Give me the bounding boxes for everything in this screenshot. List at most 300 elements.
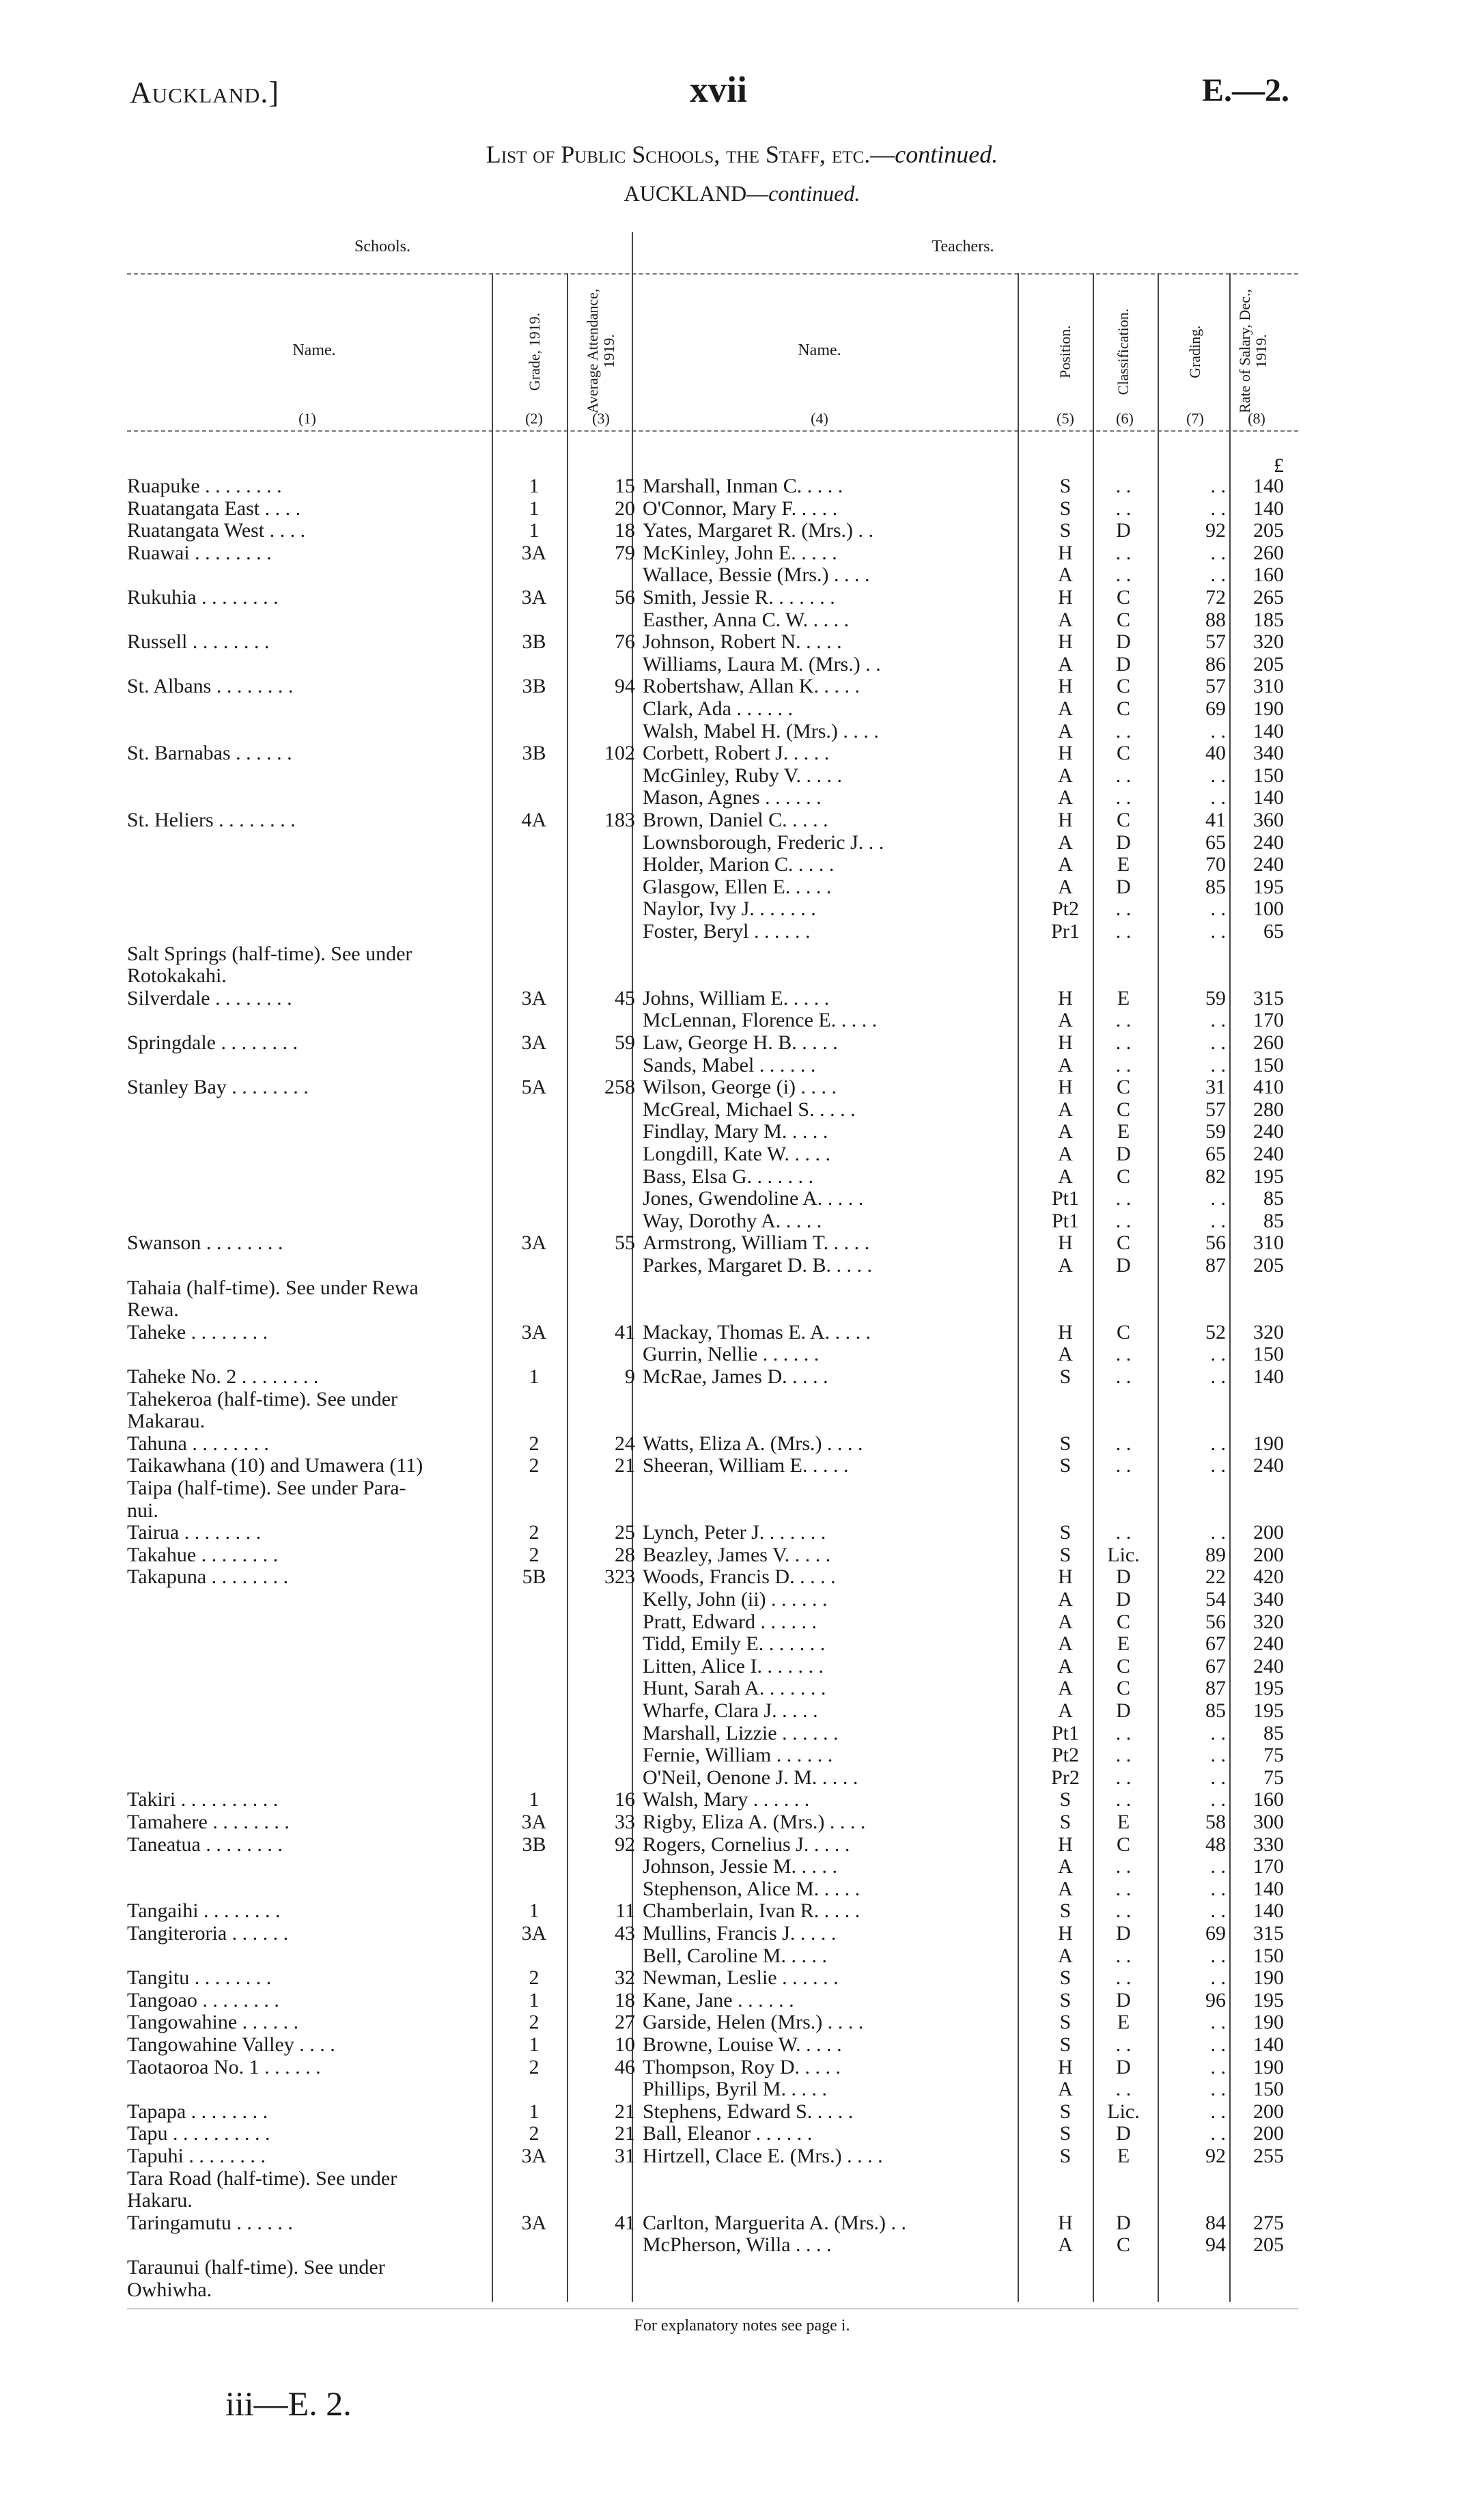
position-cell: S — [1059, 2122, 1072, 2145]
col-position: Position. — [1056, 325, 1074, 378]
grading-cell: 85 — [1205, 875, 1226, 898]
salary-cell: 205 — [1253, 652, 1284, 676]
school-name: nui. — [127, 1499, 158, 1522]
position-cell: Pt2 — [1051, 897, 1080, 921]
school-name: Tapu . . . . . . . . . . — [127, 2122, 270, 2145]
grading-cell: . . — [1210, 497, 1226, 520]
table-row — [0, 720, 1484, 742]
grade-cell: 3A — [521, 1922, 547, 1945]
school-name: Tangowahine Valley . . . . — [127, 2033, 335, 2056]
classification-cell: . . — [1115, 1009, 1132, 1032]
table-row — [0, 2212, 1484, 2234]
position-cell: S — [1059, 2033, 1072, 2056]
position-cell: A — [1058, 608, 1073, 631]
school-name: Tapuhi . . . . . . . . — [127, 2145, 266, 2167]
grading-cell: . . — [1210, 1966, 1226, 1990]
position-cell: A — [1058, 2078, 1073, 2101]
table-row — [0, 586, 1484, 609]
grading-cell: 86 — [1205, 652, 1226, 676]
attendance-cell: 27 — [615, 2011, 635, 2034]
attendance-cell: 31 — [615, 2145, 635, 2167]
table-row — [0, 964, 1484, 987]
teacher-name: Way, Dorothy A. . . . . — [643, 1209, 822, 1232]
classification-cell: E — [1117, 2011, 1130, 2034]
col-number-3: (3) — [592, 410, 610, 427]
position-cell: A — [1058, 563, 1073, 587]
table-row — [0, 764, 1484, 787]
attendance-cell: 25 — [615, 1521, 635, 1544]
table-row — [0, 1966, 1484, 1989]
col-teacher-name: Name. — [798, 342, 841, 359]
table-row — [0, 1098, 1484, 1121]
classification-cell: . . — [1115, 719, 1132, 742]
classification-cell: D — [1116, 1254, 1131, 1277]
table-row — [0, 1632, 1484, 1655]
attendance-cell: 18 — [615, 1988, 635, 2011]
position-cell: S — [1059, 1788, 1072, 1811]
salary-cell: 195 — [1253, 875, 1284, 898]
teacher-name: Marshall, Lizzie . . . . . . — [643, 1721, 839, 1744]
grading-cell: 65 — [1205, 1143, 1226, 1165]
table-row — [0, 2056, 1484, 2078]
attendance-cell: 323 — [604, 1565, 635, 1589]
salary-cell: 310 — [1253, 1231, 1284, 1255]
teacher-name: McLennan, Florence E. . . . . — [643, 1009, 878, 1032]
classification-cell: . . — [1115, 1343, 1132, 1366]
teacher-name: Clark, Ada . . . . . . — [643, 697, 793, 720]
grade-cell: 2 — [529, 2122, 540, 2145]
classification-cell: C — [1116, 1677, 1130, 1700]
attendance-cell: 94 — [615, 675, 635, 698]
attendance-cell: 46 — [615, 2055, 635, 2078]
school-name: Ruawai . . . . . . . . — [127, 541, 272, 564]
classification-cell: E — [1117, 1632, 1130, 1656]
grading-cell: 31 — [1205, 1076, 1226, 1099]
school-name: Rotokakahi. — [127, 964, 227, 988]
grading-cell: . . — [1210, 764, 1226, 787]
table-row — [0, 1544, 1484, 1566]
table-row — [0, 1410, 1484, 1432]
school-name: Ruatangata East . . . . — [127, 497, 301, 520]
position-cell: S — [1059, 519, 1072, 542]
table-row — [0, 1899, 1484, 1922]
grading-cell: 67 — [1205, 1654, 1226, 1677]
classification-cell: . . — [1115, 1721, 1132, 1744]
salary-cell: 205 — [1253, 1254, 1284, 1277]
classification-cell: C — [1116, 1833, 1130, 1856]
position-cell: A — [1058, 1143, 1073, 1165]
salary-cell: 140 — [1253, 497, 1284, 520]
teacher-name: Naylor, Ivy J. . . . . . . — [643, 897, 816, 921]
salary-cell: 265 — [1253, 586, 1284, 609]
grade-cell: 3A — [521, 1320, 547, 1343]
position-cell: A — [1058, 719, 1073, 742]
grading-cell: . . — [1210, 2122, 1226, 2145]
school-name: St. Heliers . . . . . . . . — [127, 809, 296, 831]
teacher-name: Stephens, Edward S. . . . . — [643, 2100, 854, 2123]
grade-cell: 5A — [521, 1076, 547, 1099]
teacher-name: Mackay, Thomas E. A. . . . . — [643, 1320, 871, 1343]
teacher-name: Phillips, Byril M. . . . . — [643, 2078, 828, 2101]
teacher-name: Rogers, Cornelius J. . . . . — [643, 1833, 850, 1856]
salary-cell: 410 — [1253, 1076, 1284, 1099]
grading-cell: . . — [1210, 786, 1226, 809]
position-cell: S — [1059, 1454, 1072, 1477]
teacher-name: Glasgow, Ellen E. . . . . — [643, 875, 832, 898]
table-row — [0, 1945, 1484, 1967]
position-cell: H — [1058, 742, 1073, 765]
position-cell: A — [1058, 2233, 1073, 2257]
teacher-name: Litten, Alice I. . . . . . . — [643, 1654, 824, 1677]
position-cell: S — [1059, 1365, 1072, 1388]
currency-symbol: £ — [1274, 454, 1284, 477]
position-cell: S — [1059, 1811, 1072, 1833]
salary-cell: 360 — [1253, 809, 1284, 831]
table-row — [0, 475, 1484, 497]
grading-cell: . . — [1210, 1944, 1226, 1967]
classification-cell: . . — [1115, 1053, 1132, 1076]
salary-cell: 85 — [1263, 1187, 1284, 1210]
school-name: Tangowahine . . . . . . — [127, 2011, 299, 2034]
salary-cell: 240 — [1253, 831, 1284, 854]
position-cell: Pt1 — [1051, 1721, 1080, 1744]
salary-cell: 200 — [1253, 1543, 1284, 1566]
table-row — [0, 2145, 1484, 2167]
salary-cell: 160 — [1253, 563, 1284, 587]
teacher-name: Sands, Mabel . . . . . . — [643, 1053, 816, 1076]
col-grade: Grade, 1919. — [526, 312, 543, 391]
classification-cell: . . — [1115, 497, 1132, 520]
classification-cell: D — [1116, 1922, 1131, 1945]
classification-cell: . . — [1115, 764, 1132, 787]
salary-cell: 150 — [1253, 1053, 1284, 1076]
classification-cell: . . — [1115, 1031, 1132, 1054]
teacher-name: Yates, Margaret R. (Mrs.) . . — [643, 519, 874, 542]
school-name: Rewa. — [127, 1298, 179, 1322]
table-row — [0, 1788, 1484, 1811]
position-cell: A — [1058, 875, 1073, 898]
district-title-main: AUCKLAND— — [624, 181, 769, 206]
district-title-emph: continued. — [768, 181, 860, 206]
classification-cell: D — [1116, 831, 1131, 854]
table-row — [0, 1699, 1484, 1722]
position-cell: S — [1059, 2100, 1072, 2123]
salary-cell: 65 — [1263, 920, 1284, 943]
grading-cell: 41 — [1205, 809, 1226, 831]
teacher-name: Walsh, Mabel H. (Mrs.) . . . . — [643, 719, 879, 742]
position-cell: H — [1058, 675, 1073, 698]
footnote: For explanatory notes see page i. — [634, 2317, 850, 2335]
grading-cell: . . — [1210, 1454, 1226, 1477]
table-row — [0, 1744, 1484, 1766]
classification-cell: . . — [1115, 786, 1132, 809]
classification-cell: . . — [1115, 475, 1132, 497]
classification-cell: C — [1116, 809, 1130, 831]
teacher-name: Marshall, Inman C. . . . . — [643, 475, 843, 497]
classification-cell: E — [1117, 1120, 1130, 1143]
table-row — [0, 1277, 1484, 1299]
grade-cell: 1 — [529, 519, 540, 542]
classification-cell: . . — [1115, 563, 1132, 587]
table-row — [0, 1388, 1484, 1410]
salary-cell: 315 — [1253, 1922, 1284, 1945]
salary-cell: 150 — [1253, 1343, 1284, 1366]
position-cell: S — [1059, 1966, 1072, 1990]
teacher-name: Robertshaw, Allan K. . . . . — [643, 675, 860, 698]
classification-cell: . . — [1115, 1432, 1132, 1455]
grading-cell: . . — [1210, 2011, 1226, 2034]
footer-signature: iii—E. 2. — [225, 2384, 352, 2423]
col-number-4: (4) — [811, 410, 828, 427]
grading-cell: 56 — [1205, 1610, 1226, 1633]
grading-cell: 92 — [1205, 2145, 1226, 2167]
teacher-name: Armstrong, William T. . . . . — [643, 1231, 870, 1255]
school-name: Takiri . . . . . . . . . . — [127, 1788, 279, 1811]
classification-cell: C — [1116, 1098, 1130, 1121]
school-name: Stanley Bay . . . . . . . . — [127, 1076, 309, 1099]
teacher-name: Parkes, Margaret D. B. . . . . — [643, 1254, 873, 1277]
grading-cell: . . — [1210, 1209, 1226, 1232]
table-row — [0, 1722, 1484, 1744]
teacher-name: Kelly, John (ii) . . . . . . — [643, 1588, 828, 1611]
school-name: Tara Road (half-time). See under — [127, 2167, 397, 2190]
school-name: Taneatua . . . . . . . . — [127, 1833, 283, 1856]
table-row — [0, 853, 1484, 876]
teacher-name: O'Connor, Mary F. . . . . — [643, 497, 838, 520]
salary-cell: 190 — [1253, 2011, 1284, 2034]
grade-cell: 2 — [529, 2011, 540, 2034]
classification-cell: . . — [1115, 1744, 1132, 1767]
salary-cell: 255 — [1253, 2145, 1284, 2167]
school-name: Rukuhia . . . . . . . . — [127, 586, 279, 609]
table-row — [0, 519, 1484, 542]
salary-cell: 75 — [1263, 1744, 1284, 1767]
teacher-name: Tidd, Emily E. . . . . . . — [643, 1632, 826, 1656]
salary-cell: 205 — [1253, 519, 1284, 542]
grading-cell: 40 — [1205, 742, 1226, 765]
col-number-7: (7) — [1186, 410, 1204, 427]
grading-cell: . . — [1210, 1744, 1226, 1767]
grading-cell: . . — [1210, 1343, 1226, 1366]
classification-cell: C — [1116, 608, 1130, 631]
teacher-name: Smith, Jessie R. . . . . . . — [643, 586, 835, 609]
table-row — [0, 697, 1484, 720]
table-title-main: List of Public Schools, the Staff, etc.— — [486, 141, 895, 168]
salary-cell: 150 — [1253, 1944, 1284, 1967]
table-row — [0, 2078, 1484, 2100]
school-name: Hakaru. — [127, 2189, 193, 2212]
attendance-cell: 45 — [615, 986, 635, 1009]
position-cell: A — [1058, 1254, 1073, 1277]
position-cell: A — [1058, 1632, 1073, 1656]
grading-cell: . . — [1210, 475, 1226, 497]
position-cell: Pr1 — [1051, 920, 1080, 943]
salary-cell: 240 — [1253, 1632, 1284, 1656]
salary-cell: 140 — [1253, 1899, 1284, 1923]
salary-cell: 185 — [1253, 608, 1284, 631]
grade-cell: 3A — [521, 541, 547, 564]
school-name: Owhiwha. — [127, 2278, 212, 2301]
table-row — [0, 1321, 1484, 1343]
position-cell: H — [1058, 1320, 1073, 1343]
table-row — [0, 2167, 1484, 2190]
salary-cell: 320 — [1253, 1320, 1284, 1343]
salary-cell: 75 — [1263, 1766, 1284, 1789]
classification-cell: . . — [1115, 2078, 1132, 2101]
classification-cell: C — [1116, 1320, 1130, 1343]
attendance-cell: 102 — [604, 742, 635, 765]
classification-cell: . . — [1115, 1788, 1132, 1811]
attendance-cell: 10 — [615, 2033, 635, 2056]
teacher-name: Johns, William E. . . . . — [643, 986, 830, 1009]
table-row — [0, 876, 1484, 898]
salary-cell: 420 — [1253, 1565, 1284, 1589]
classification-cell: D — [1116, 2122, 1131, 2145]
school-name: Silverdale . . . . . . . . — [127, 986, 292, 1009]
grading-cell: . . — [1210, 2033, 1226, 2056]
grading-cell: . . — [1210, 920, 1226, 943]
grading-cell: . . — [1210, 1432, 1226, 1455]
grade-cell: 3A — [521, 2145, 547, 2167]
group-teachers: Teachers. — [932, 238, 994, 255]
attendance-cell: 21 — [615, 2100, 635, 2123]
position-cell: A — [1058, 1944, 1073, 1967]
position-cell: A — [1058, 831, 1073, 854]
attendance-cell: 258 — [604, 1076, 635, 1099]
grade-cell: 1 — [529, 2100, 540, 2123]
grading-cell: . . — [1210, 897, 1226, 921]
position-cell: H — [1058, 1231, 1073, 1255]
table-row — [0, 1254, 1484, 1277]
school-name: St. Albans . . . . . . . . — [127, 675, 294, 698]
position-cell: H — [1058, 1565, 1073, 1589]
salary-cell: 280 — [1253, 1098, 1284, 1121]
classification-cell: E — [1117, 986, 1130, 1009]
grading-cell: . . — [1210, 1031, 1226, 1054]
salary-cell: 190 — [1253, 1432, 1284, 1455]
grading-cell: 58 — [1205, 1811, 1226, 1833]
teacher-name: Woods, Francis D. . . . . — [643, 1565, 836, 1589]
position-cell: H — [1058, 541, 1073, 564]
running-head-left: Auckland.] — [130, 76, 279, 109]
col-number-6: (6) — [1116, 410, 1134, 427]
attendance-cell: 15 — [615, 475, 635, 497]
table-row — [0, 1811, 1484, 1833]
grading-cell: . . — [1210, 2078, 1226, 2101]
teacher-name: Law, George H. B. . . . . — [643, 1031, 838, 1054]
salary-cell: 240 — [1253, 1143, 1284, 1165]
teacher-name: Jones, Gwendoline A. . . . . — [643, 1187, 864, 1210]
classification-cell: C — [1116, 586, 1130, 609]
table-row — [0, 497, 1484, 520]
position-cell: H — [1058, 986, 1073, 1009]
teacher-name: Kane, Jane . . . . . . — [643, 1988, 794, 2011]
grade-cell: 3B — [522, 630, 546, 654]
table-row — [0, 2189, 1484, 2212]
table-row — [0, 1766, 1484, 1789]
salary-cell: 200 — [1253, 1521, 1284, 1544]
teacher-name: Williams, Laura M. (Mrs.) . . — [643, 652, 881, 676]
salary-cell: 150 — [1253, 2078, 1284, 2101]
attendance-cell: 18 — [615, 519, 635, 542]
position-cell: H — [1058, 2055, 1073, 2078]
school-name: Tapapa . . . . . . . . — [127, 2100, 268, 2123]
classification-cell: D — [1116, 652, 1131, 676]
teacher-name: Easther, Anna C. W. . . . . — [643, 608, 850, 631]
attendance-cell: 21 — [615, 2122, 635, 2145]
classification-cell: D — [1116, 630, 1131, 654]
school-name: Makarau. — [127, 1410, 206, 1433]
salary-cell: 140 — [1253, 1877, 1284, 1900]
grading-cell: 85 — [1205, 1699, 1226, 1722]
grade-cell: 3A — [521, 586, 547, 609]
position-cell: H — [1058, 2211, 1073, 2234]
grading-cell: 84 — [1205, 2211, 1226, 2234]
salary-cell: 160 — [1253, 1788, 1284, 1811]
table-row — [0, 809, 1484, 831]
attendance-cell: 21 — [615, 1454, 635, 1477]
table-row — [0, 1143, 1484, 1165]
attendance-cell: 32 — [615, 1966, 635, 1990]
school-name: Tamahere . . . . . . . . — [127, 1811, 290, 1833]
position-cell: H — [1058, 1076, 1073, 1099]
grading-cell: . . — [1210, 1365, 1226, 1388]
grading-cell: . . — [1210, 1877, 1226, 1900]
classification-cell: . . — [1115, 1944, 1132, 1967]
col-number-1: (1) — [298, 410, 316, 427]
grading-cell: 59 — [1205, 1120, 1226, 1143]
position-cell: A — [1058, 1610, 1073, 1633]
grade-cell: 2 — [529, 1432, 540, 1455]
salary-cell: 240 — [1253, 1120, 1284, 1143]
table-row — [0, 742, 1484, 764]
teacher-name: Johnson, Jessie M. . . . . — [643, 1855, 838, 1878]
school-name: Swanson . . . . . . . . — [127, 1231, 283, 1255]
teacher-name: McPherson, Willa . . . . — [643, 2233, 832, 2257]
classification-cell: E — [1117, 853, 1130, 876]
teacher-name: Sheeran, William E. . . . . — [643, 1454, 849, 1477]
grading-cell: 22 — [1205, 1565, 1226, 1589]
grade-cell: 3B — [522, 675, 546, 698]
table-row — [0, 1365, 1484, 1388]
grade-cell: 3A — [521, 986, 547, 1009]
position-cell: Pr2 — [1051, 1766, 1080, 1789]
grade-cell: 1 — [529, 475, 540, 497]
classification-cell: C — [1116, 2233, 1130, 2257]
teacher-name: McGreal, Michael S. . . . . — [643, 1098, 856, 1121]
col-salary: Rate of Salary, Dec., 1919. — [1236, 289, 1270, 413]
grading-cell: . . — [1210, 2055, 1226, 2078]
classification-cell: C — [1116, 675, 1130, 698]
salary-cell: 330 — [1253, 1833, 1284, 1856]
table-row — [0, 2033, 1484, 2056]
classification-cell: D — [1116, 1588, 1131, 1611]
teacher-name: Johnson, Robert N. . . . . — [643, 630, 842, 654]
teacher-name: Wallace, Bessie (Mrs.) . . . . — [643, 563, 870, 587]
salary-cell: 195 — [1253, 1988, 1284, 2011]
classification-cell: D — [1116, 2211, 1131, 2234]
grading-cell: 67 — [1205, 1632, 1226, 1656]
teacher-name: Foster, Beryl . . . . . . — [643, 920, 811, 943]
teacher-name: Longdill, Kate W. . . . . — [643, 1143, 830, 1165]
attendance-cell: 41 — [615, 1320, 635, 1343]
salary-cell: 140 — [1253, 1365, 1284, 1388]
school-name: Taheke . . . . . . . . — [127, 1320, 268, 1343]
table-row — [0, 2256, 1484, 2279]
school-name: Takapuna . . . . . . . . — [127, 1565, 289, 1589]
classification-cell: . . — [1115, 920, 1132, 943]
teacher-name: Walsh, Mary . . . . . . — [643, 1788, 810, 1811]
